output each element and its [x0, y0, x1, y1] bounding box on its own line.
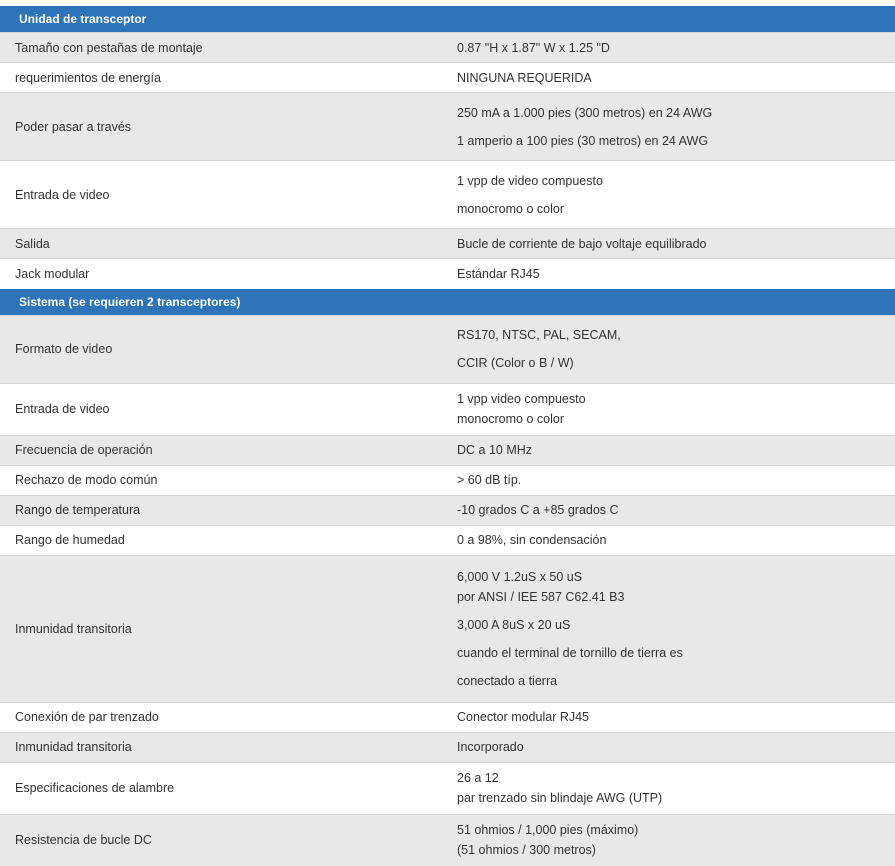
value-line: 1 vpp de video compuesto — [457, 173, 603, 188]
row-value — [442, 465, 895, 495]
value-line: 3,000 A 8uS x 20 uS — [457, 617, 571, 632]
value-line: conectado a tierra — [457, 673, 558, 688]
row-value — [442, 63, 895, 93]
value-line: 6,000 V 1.2uS x 50 uS — [457, 569, 583, 584]
value-line: 0 a 98%, sin condensación — [457, 533, 607, 547]
spec-table-body — [0, 6, 895, 866]
value-line: (51 ohmios / 300 metros) — [457, 843, 596, 858]
row-value — [442, 93, 895, 161]
value-line: CCIR (Color o B / W) — [457, 356, 574, 370]
row-label: Resistencia de bucle DC — [0, 814, 442, 866]
row-label: requerimientos de energía — [0, 63, 442, 93]
value-line: par trenzado sin blindaje AWG (UTP) — [457, 791, 663, 805]
row-value — [442, 732, 895, 762]
table-row — [0, 555, 895, 702]
value-line: NINGUNA REQUERIDA — [457, 70, 592, 85]
table-row — [0, 435, 895, 465]
row-value — [442, 229, 895, 259]
row-label: Rango de temperatura — [0, 495, 442, 525]
value-line: Conector modular RJ45 — [457, 710, 590, 724]
spec-table — [0, 6, 895, 866]
row-value — [442, 383, 895, 435]
table-row — [0, 465, 895, 495]
table-row — [0, 702, 895, 732]
row-label: Inmunidad transitoria — [0, 732, 442, 762]
table-row — [0, 762, 895, 814]
value-line: cuando el terminal de tornillo de tierra es — [457, 645, 683, 660]
table-row — [0, 33, 895, 63]
value-line: Estándar RJ45 — [457, 266, 540, 281]
row-label: Rechazo de modo común — [0, 465, 442, 495]
row-value — [442, 525, 895, 555]
row-label: Poder pasar a través — [0, 93, 442, 161]
row-value — [442, 435, 895, 465]
table-row — [0, 315, 895, 383]
value-line: por ANSI / IEE 587 C62.41 B3 — [457, 589, 625, 604]
row-value — [442, 814, 895, 866]
row-value — [442, 762, 895, 814]
section-header-transceiver — [0, 6, 895, 33]
value-line: monocromo o color — [457, 412, 564, 426]
value-line: monocromo o color — [457, 201, 564, 216]
section-title: Sistema (se requieren 2 transceptores) — [0, 289, 895, 316]
row-label: Especificaciones de alambre — [0, 762, 442, 814]
row-value — [442, 259, 895, 289]
value-line: -10 grados C a +85 grados C — [457, 503, 619, 517]
value-line: 1 amperio a 100 pies (30 metros) en 24 AWG — [457, 133, 709, 148]
table-row — [0, 229, 895, 259]
row-label: Frecuencia de operación — [0, 435, 442, 465]
table-row — [0, 525, 895, 555]
row-label: Tamaño con pestañas de montaje — [0, 33, 442, 63]
row-label: Jack modular — [0, 259, 442, 289]
value-line: 0.87 "H x 1.87" W x 1.25 "D — [457, 40, 610, 55]
row-value — [442, 555, 895, 702]
value-line: Incorporado — [457, 740, 524, 754]
row-label: Inmunidad transitoria — [0, 555, 442, 702]
value-line: Bucle de corriente de bajo voltaje equilibrado — [457, 236, 707, 251]
value-line: DC a 10 MHz — [457, 443, 533, 457]
table-row — [0, 259, 895, 289]
row-value — [442, 495, 895, 525]
value-line: 250 mA a 1.000 pies (300 metros) en 24 AWG — [457, 105, 713, 120]
row-value — [442, 161, 895, 229]
table-row — [0, 63, 895, 93]
table-row — [0, 161, 895, 229]
section-header-system — [0, 289, 895, 316]
table-row — [0, 495, 895, 525]
value-line: 1 vpp video compuesto — [457, 392, 586, 406]
row-label: Entrada de video — [0, 383, 442, 435]
row-label: Rango de humedad — [0, 525, 442, 555]
table-row — [0, 93, 895, 161]
section-title: Unidad de transceptor — [0, 6, 895, 33]
value-line: 26 a 12 — [457, 771, 499, 785]
row-label: Conexión de par trenzado — [0, 702, 442, 732]
row-label: Formato de video — [0, 315, 442, 383]
table-row — [0, 732, 895, 762]
value-line: RS170, NTSC, PAL, SECAM, — [457, 328, 621, 342]
table-row — [0, 383, 895, 435]
table-row — [0, 814, 895, 866]
row-value — [442, 702, 895, 732]
row-label: Salida — [0, 229, 442, 259]
row-label: Entrada de video — [0, 161, 442, 229]
value-line: > 60 dB típ. — [457, 473, 522, 487]
value-line: 51 ohmios / 1,000 pies (máximo) — [457, 823, 639, 838]
row-value — [442, 315, 895, 383]
row-value — [442, 33, 895, 63]
